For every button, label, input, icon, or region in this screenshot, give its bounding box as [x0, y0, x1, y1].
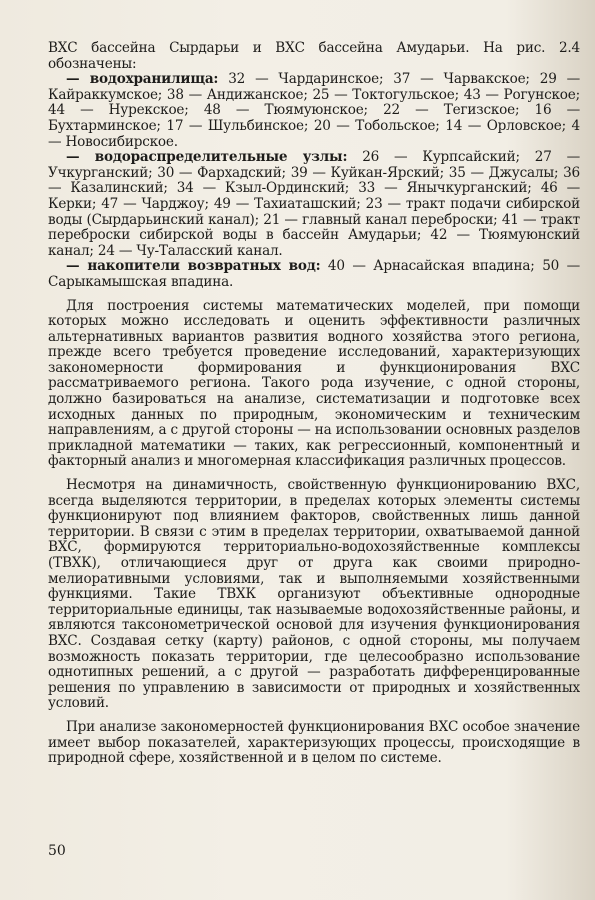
list-text-distribution-nodes: 26 — Курпсайский; 27 — Учкурганский; 30 — Фархадский; 39 — Куйкан-Ярский; 35 — Джусалы; 36 — Казалинский; 34 — Кзыл-Ординский; 33 — Янычкурганский; 46 — Керки; 47 — Чарджоу; 49 — Тахиаташский; 23 — тракт подачи сибирской воды (Сырдарьинский канал); 21 — главный канал переброски; 41 — тракт переброски сибирской воды в бассейн Амударьи; 42 — Тюямуюнский канал; 24 — Чу-Таласский канал. — [48, 149, 580, 259]
list-item-return-water — [48, 259, 580, 290]
paragraph-indicators: При анализе закономерностей функционирования ВХС особое значение имеет выбор показателей, характеризующих процессы, происходящие в природной сфере, хозяйственной и в целом по системе. — [48, 718, 580, 767]
paragraph-territories: Несмотря на динамичность, свойственную функционированию ВХС, всегда выделяются территории, в пределах которых элементы системы функционируют под влиянием факторов, свойственных лишь данной территории. В связи с этим в пределах территории, охватываемой данной ВХС, формируются территориально-водохозяйственные комплексы (ТВХК), отличающиеся друг от друга как своими природно-мелиоративными условиями, так и выполняемыми хозяйственными функциями. Такие ТВХК организуют объективные однородные территориальные единицы, так называемые водохозяйственные районы, и являются таксонометрической основой для изучения функционирования ВХС. Создавая сетку (карту) районов, с одной стороны, мы получаем возможность показать территории, где целесообразно использование однотипных решений, а с другой — разработать дифференцированные решения по управлению в зависимости от природных и хозяйственных условий. — [48, 477, 580, 712]
list-text-return-water: 40 — Арнасайская впадина; 50 — Сарыкамышская впадина. — [48, 258, 580, 290]
paragraph-models: Для построения системы математических моделей, при помощи которых можно исследовать и оценить эффективности различных альтернативных вариантов развития водного хозяйства этого региона, прежде всего требуется проведение исследований, характеризующих закономерности формирования и функционирования ВХС рассматриваемого региона. Такого рода изучение, с одной стороны, должно базироваться на анализе, систематизации и подготовке всех исходных данных по природным, экономическим и техническим направлениям, а с другой стороны — на использовании основных разделов прикладной математики — таких, как регрессионный, компонентный и факторный анализ и многомерная классификация различных процессов. — [48, 297, 580, 470]
intro-text: ВХС бассейна Сырдарьи и ВХС бассейна Амударьи. На рис. 2.4 обозначены: — [48, 40, 580, 72]
list-item-distribution-nodes — [48, 150, 580, 259]
page-number: 50 — [48, 843, 66, 859]
list-text-reservoirs: 32 — Чардаринское; 37 — Чарвакское; 29 — Кайраккумское; 38 — Андижанское; 25 — Токтогульское; 43 — Рогунское; 44 — Нурекское; 48 — Тюямуюнское; 22 — Тегизское; 16 — Бухтарминское; 17 — Шульбинское; 20 — Тобольское; 14 — Орловское; 4 — Новосибирское. — [48, 71, 581, 150]
list-item-reservoirs — [48, 72, 580, 150]
term-distribution-nodes: — водораспределительные узлы: — [66, 149, 348, 166]
term-reservoirs: — водохранилища: — [66, 71, 219, 88]
body-text — [48, 41, 580, 767]
term-return-water: — накопители возвратных вод: — [66, 258, 321, 275]
